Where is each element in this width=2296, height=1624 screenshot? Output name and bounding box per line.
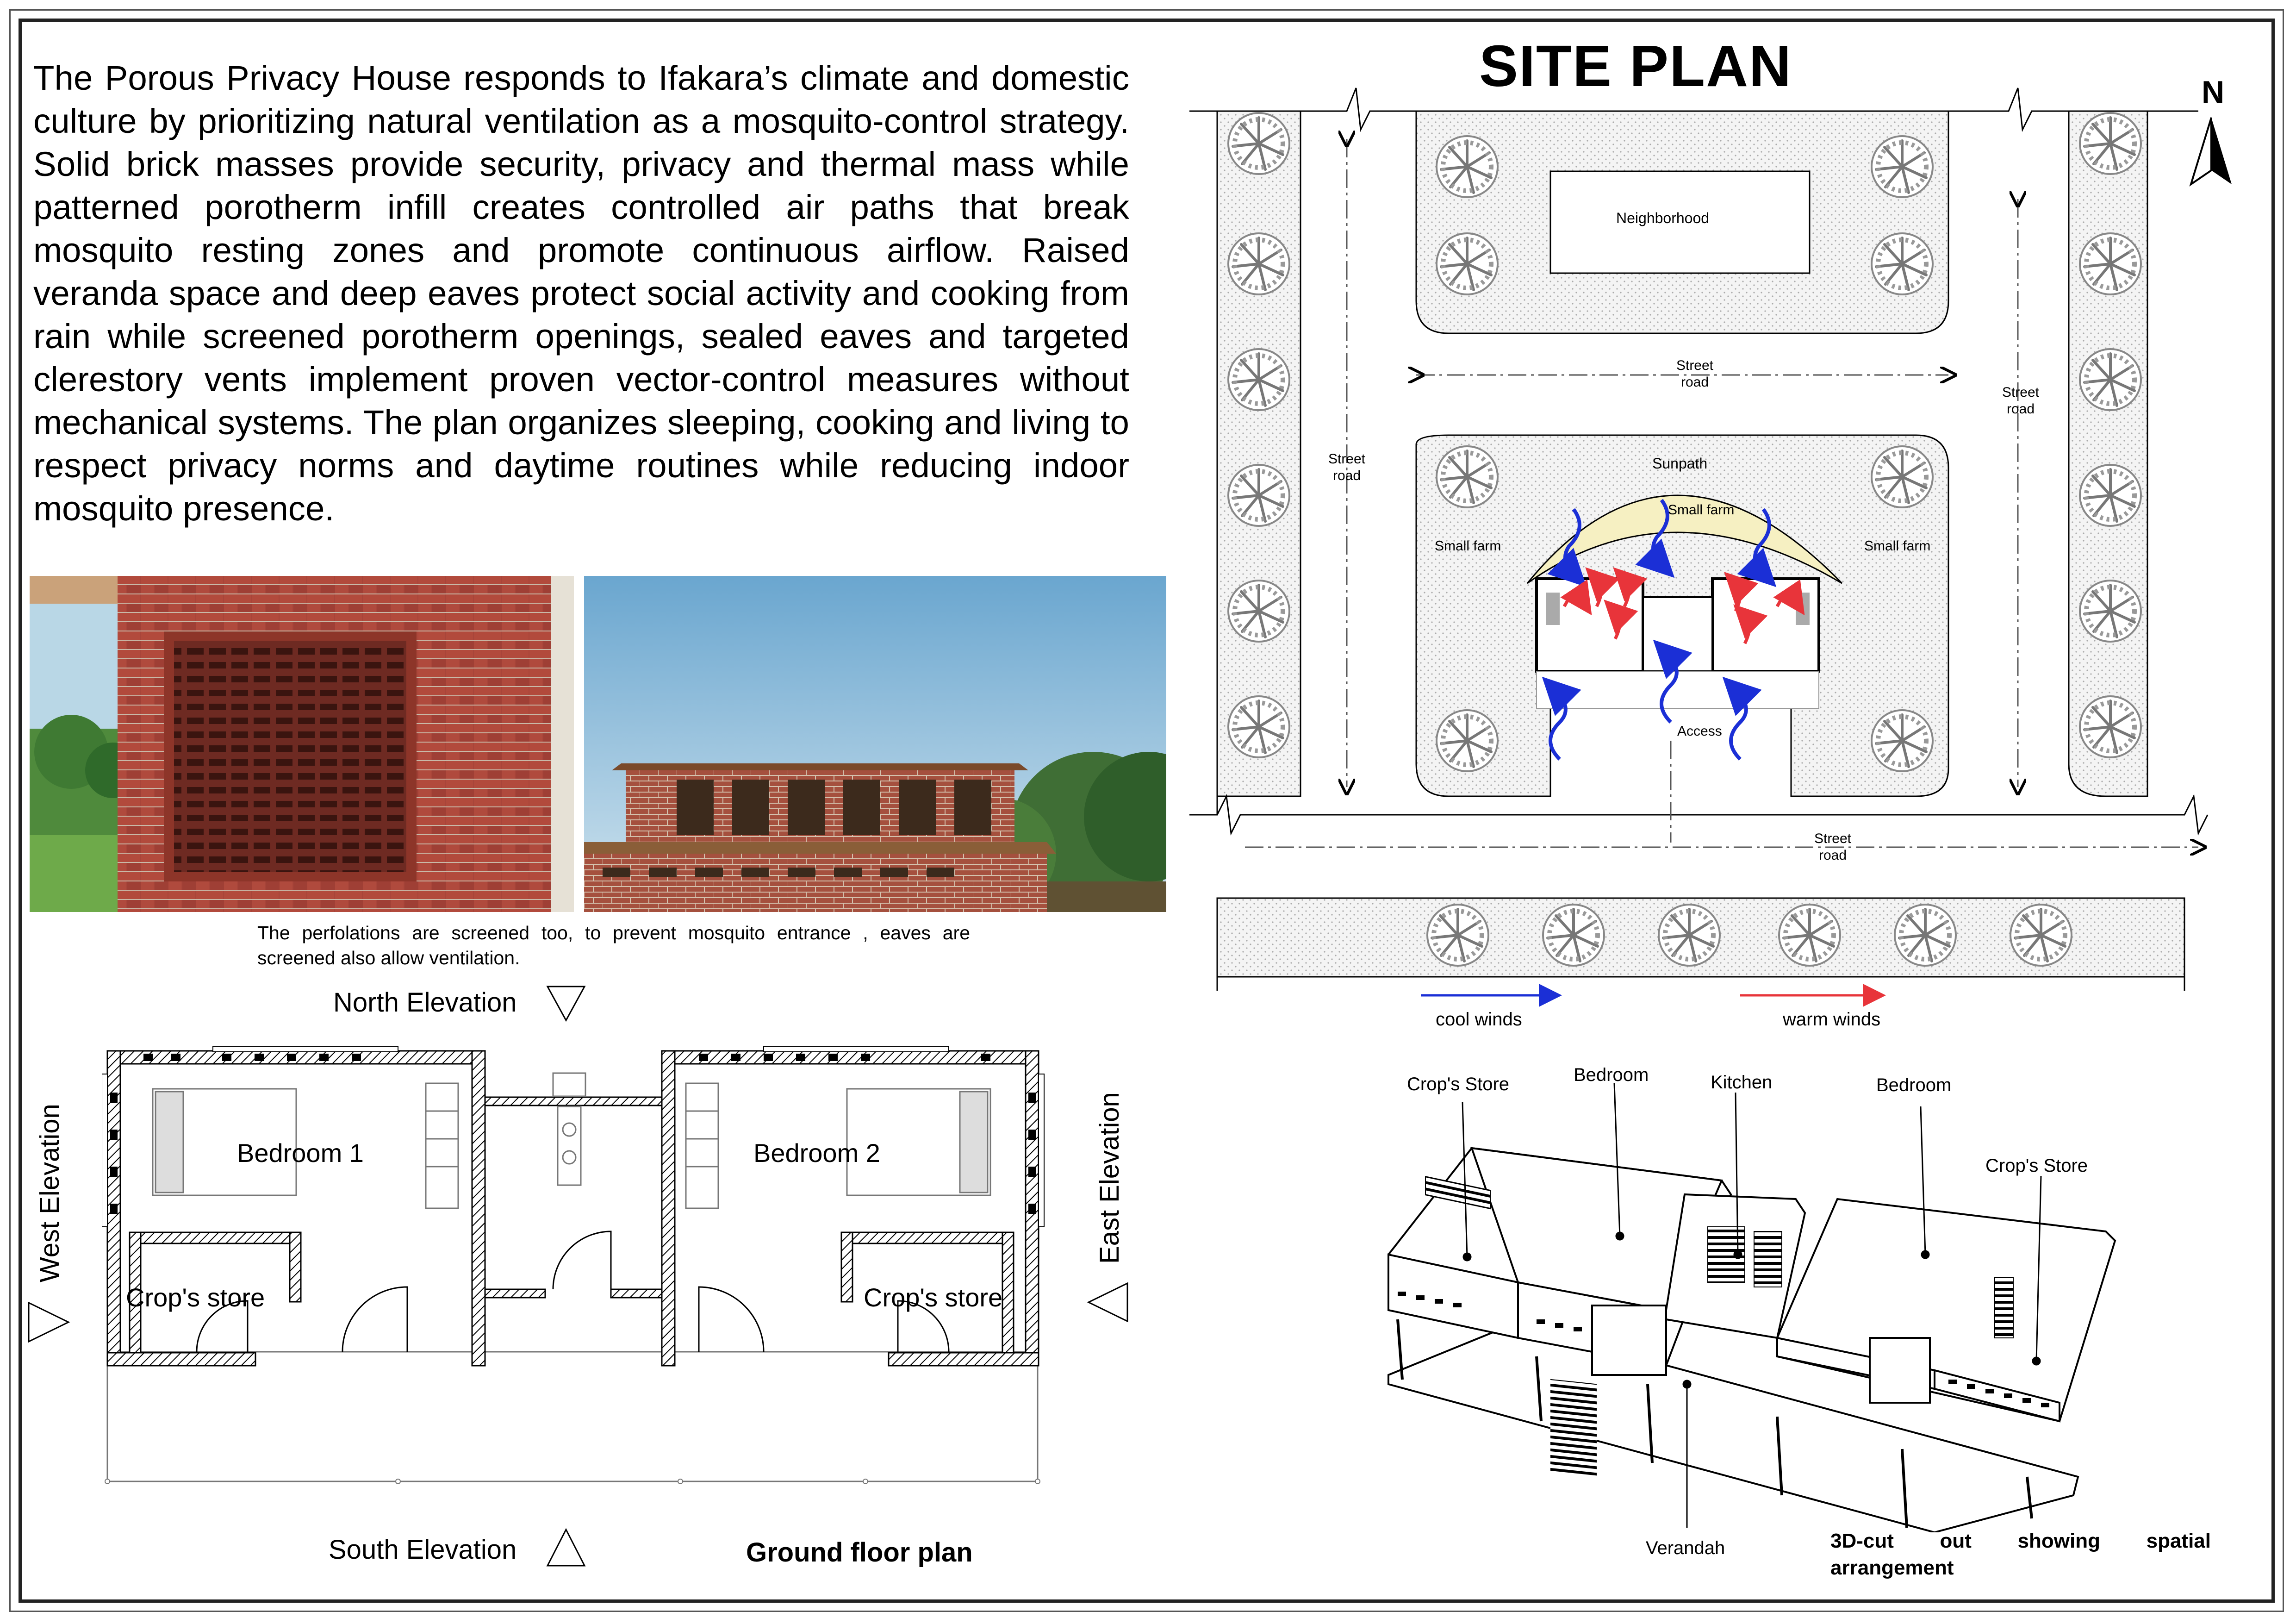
brick-wall-render bbox=[30, 576, 574, 912]
north-label: N bbox=[2202, 75, 2225, 110]
street-road-left-label: Street road bbox=[1328, 451, 1366, 483]
crops-store-right-label: Crop's store bbox=[864, 1283, 1003, 1312]
cutout-bedroom-right-label: Bedroom bbox=[1876, 1075, 1952, 1095]
south-elevation-label: South Elevation bbox=[329, 1535, 517, 1565]
bedroom-2-label: Bedroom 2 bbox=[753, 1138, 880, 1168]
site-plan-drawing bbox=[1189, 83, 2254, 1018]
intro-paragraph: The Porous Privacy House responds to Ifakara’s climate and domestic culture by prioritizing natural ventilation as a mosquito-control strategy. Solid brick masses provide security, privacy and thermal mass while patterned porotherm infill creates controlled air paths that break mosquito resting zones and promote continuous airflow. Raised veranda space and deep eaves protect social activity and cooking from rain while screened porotherm openings, sealed eaves and targeted clerestory vents implement proven vector-control measures without mechanical systems. The plan organizes sleeping, cooking and living to respect privacy norms and daytime routines while reducing indoor mosquito presence. bbox=[33, 59, 1129, 528]
cutout-bedroom-left-label: Bedroom bbox=[1574, 1065, 1649, 1085]
house-exterior-render bbox=[584, 576, 1166, 912]
north-elevation-label: North Elevation bbox=[333, 987, 517, 1018]
neighborhood-label: Neighborhood bbox=[1616, 210, 1710, 226]
street-road-bottom-label: Street road bbox=[1814, 831, 1852, 863]
cool-winds-legend: cool winds bbox=[1436, 1009, 1522, 1030]
street-road-right-label: Street road bbox=[2002, 385, 2040, 417]
cutout-crops-store-left-label: Crop's Store bbox=[1407, 1074, 1510, 1094]
ground-floor-plan bbox=[102, 1037, 1046, 1500]
ground-floor-plan-title: Ground floor plan bbox=[746, 1537, 973, 1568]
small-farm-right-label: Small farm bbox=[1864, 538, 1931, 554]
crops-store-left-label: Crop's store bbox=[126, 1283, 265, 1312]
east-elevation-marker bbox=[1087, 1281, 1129, 1323]
site-plan-title: SITE PLAN bbox=[1479, 33, 1792, 99]
north-elevation-marker bbox=[546, 985, 586, 1022]
sunpath-label: Sunpath bbox=[1652, 455, 1708, 472]
small-farm-center-label: Small farm bbox=[1668, 502, 1735, 518]
west-elevation-marker bbox=[27, 1301, 71, 1343]
cutout-crops-store-right-label: Crop's Store bbox=[1985, 1156, 2088, 1176]
photo-caption: The perfolations are screened too, to prevent mosquito entrance , eaves are screened also allow ventilation. bbox=[257, 922, 970, 968]
warm-winds-legend: warm winds bbox=[1783, 1009, 1881, 1030]
west-elevation-label: West Elevation bbox=[35, 1104, 65, 1282]
small-farm-left-label: Small farm bbox=[1435, 538, 1501, 554]
access-label: Access bbox=[1677, 724, 1722, 739]
bedroom-1-label: Bedroom 1 bbox=[237, 1138, 364, 1168]
3d-cutout-drawing bbox=[1379, 1060, 2166, 1532]
cutout-caption: 3D-cut out showing spatial arrangement bbox=[1830, 1530, 2211, 1579]
east-elevation-label: East Elevation bbox=[1095, 1092, 1125, 1264]
cutout-kitchen-label: Kitchen bbox=[1711, 1072, 1773, 1093]
south-elevation-marker bbox=[546, 1528, 586, 1568]
cutout-verandah-label: Verandah bbox=[1646, 1538, 1725, 1558]
street-road-top-label: Street road bbox=[1676, 358, 1714, 390]
